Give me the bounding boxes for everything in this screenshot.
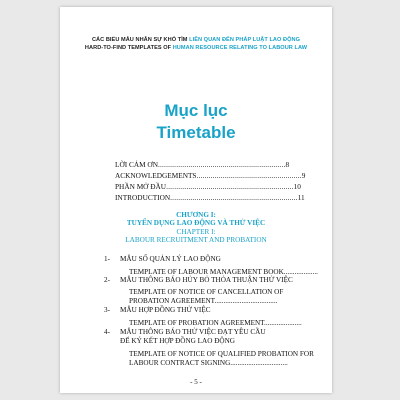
toc-row[interactable]	[115, 182, 332, 191]
toc-page: 8	[285, 160, 290, 169]
toc-label: LỜI CẢM ƠN	[115, 160, 158, 169]
toc-leader: ...............................................................	[157, 160, 286, 169]
item-title-en[interactable]: LABOUR CONTRACT SIGNING................................	[129, 359, 288, 367]
toc-row[interactable]	[115, 171, 332, 180]
chapter-title-vi: TUYỂN DỤNG LAO ĐỘNG VÀ THỬ VIỆC	[126, 219, 266, 227]
toc-page: 9	[301, 171, 306, 180]
header-line-1-accent: LIÊN QUAN ĐẾN PHÁP LUẬT LAO ĐỘNG	[189, 37, 301, 43]
toc-leader: ...............................................................	[166, 182, 294, 191]
item-title-vi[interactable]: MẪU THÔNG BÁO THỬ VIỆC ĐẠT YÊU CẦU	[120, 328, 266, 336]
item-title-vi[interactable]: MẪU SỔ QUẢN LÝ LAO ĐỘNG	[120, 255, 221, 263]
toc-label: ACKNOWLEDGEMENTS	[115, 171, 197, 180]
title-vietnamese: Mục lục	[164, 101, 228, 120]
item-number: 3-	[104, 306, 110, 314]
header-line-2-accent: HUMAN RESOURCE RELATING TO LABOUR LAW	[172, 45, 308, 51]
chapter-number-vi: CHƯƠNG I:	[176, 211, 216, 219]
document-page	[60, 7, 332, 393]
toc-row[interactable]	[115, 160, 332, 169]
toc-row[interactable]	[115, 193, 332, 202]
toc-label: INTRODUCTION	[115, 193, 171, 202]
item-title-en[interactable]: TEMPLATE OF PROBATION AGREEMENT.....................	[129, 319, 302, 327]
chapter-number-en: CHAPTER I:	[176, 228, 216, 236]
header-line-2	[60, 45, 332, 51]
title-english: Timetable	[156, 123, 236, 142]
item-title-vi-continued[interactable]: ĐỂ KÝ KẾT HỢP ĐỒNG LAO ĐỘNG	[120, 337, 235, 345]
item-title-en[interactable]: PROBATION AGREEMENT...................................	[129, 297, 278, 305]
item-title-en[interactable]: TEMPLATE OF NOTICE OF CANCELLATION OF	[129, 288, 284, 296]
header-line-1-prefix: CÁC BIỂU MẪU NHÂN SỰ KHÓ TÌM	[91, 37, 188, 43]
item-title-en[interactable]: TEMPLATE OF LABOUR MANAGEMENT BOOK...................	[129, 268, 318, 276]
toc-leader: ....................................................	[196, 171, 302, 180]
header-line-2-prefix: HARD-TO-FIND TEMPLATES OF	[84, 45, 172, 51]
toc-page: 11	[297, 193, 305, 202]
item-title-en[interactable]: TEMPLATE OF NOTICE OF QUALIFIED PROBATION FOR	[129, 350, 314, 358]
item-number: 1-	[104, 255, 110, 263]
item-title-vi[interactable]: MẪU THÔNG BÁO HỦY BỎ THỎA THUẬN THỬ VIỆC	[120, 276, 293, 284]
toc-leader: ...............................................................	[170, 193, 298, 202]
header-line-1	[60, 37, 332, 43]
chapter-title-en: LABOUR RECRUITMENT AND PROBATION	[125, 236, 267, 244]
item-number: 4-	[104, 328, 110, 336]
toc-page: 10	[293, 182, 301, 191]
toc-label: PHẦN MỞ ĐẦU	[115, 182, 167, 191]
page-number: - 5 -	[190, 378, 202, 386]
item-number: 2-	[104, 276, 110, 284]
item-title-vi[interactable]: MẪU HỢP ĐỒNG THỬ VIỆC	[120, 306, 211, 314]
